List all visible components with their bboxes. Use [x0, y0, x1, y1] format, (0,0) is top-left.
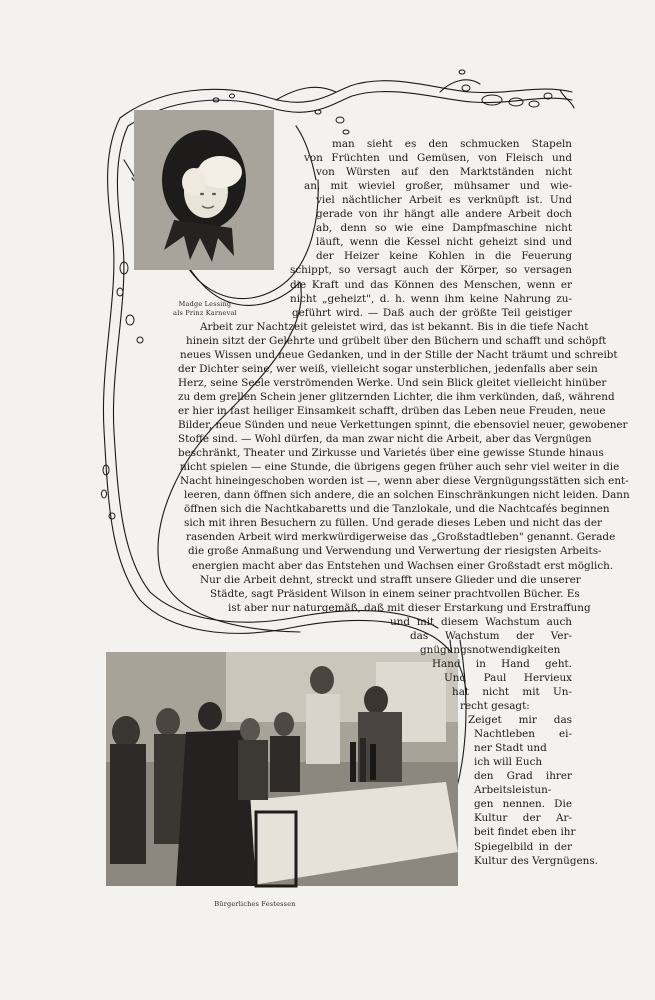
text-line: hat nicht mit Un-: [452, 685, 572, 698]
text-line: die Kraft und das Können des Menschen, wenn er: [290, 278, 572, 291]
text-line: neues Wissen und neue Gedanken, und in der Stille der Nacht träumt und schreibt: [180, 348, 618, 361]
text-line: er hier in fast heiliger Einsamkeit schafft, drüben das Leben neue Freuden, neue: [178, 404, 606, 417]
text-line: viel nächtlicher Arbeit es verknüpft ist. Und: [316, 194, 572, 207]
text-line: leeren, dann öffnen sich andere, die an solchen Einschränkungen nicht leiden. Dann: [184, 489, 630, 502]
text-line: der Dichter seine, wer weiß, vielleicht sogar unsterblichen, jedenfalls aber sein: [178, 362, 598, 375]
text-line: beschränkt, Theater und Zirkusse und Varietés über eine gewisse Stunde hinaus: [178, 447, 604, 460]
text-line: Städte, sagt Präsident Wilson in einem seiner prachtvollen Bücher. Es: [210, 587, 580, 600]
text-line: rasenden Arbeit wird merkwürdigerweise das „Großstadtleben" genannt. Gerade: [186, 531, 616, 544]
text-line: ab, denn so wie eine Dampfmaschine nicht: [316, 222, 572, 235]
text-line: ner Stadt und: [474, 742, 547, 755]
text-line: Arbeitsleistun-: [474, 784, 552, 797]
portrait-image: [134, 110, 274, 270]
text-line: beit findet eben ihr: [474, 826, 576, 839]
text-line: an, mit wieviel großer, mühsamer und wie-: [304, 180, 572, 193]
banquet-image: [106, 652, 458, 886]
text-line: Kultur des Vergnügens.: [474, 854, 598, 867]
text-line: öffnen sich die Nachtkabaretts und die Tanzlokale, und die Nachtcafés beginnen: [184, 503, 610, 516]
portrait-photo: [134, 110, 274, 270]
text-line: zu dem grellen Schein jener glitzernden Lichter, die ihm verkünden, daß, während: [178, 390, 615, 403]
text-line: gnügungsnotwendigkeiten: [420, 643, 561, 656]
text-line: Herz, seine Seele verströmenden Werke. Und sein Blick gleitet vielleicht hinüber: [178, 376, 607, 389]
text-line: Arbeit zur Nachtzeit geleistet wird, das ist bekannt. Bis in die tiefe Nacht: [200, 320, 589, 333]
text-line: sich mit ihren Besuchern zu füllen. Und gerade dieses Leben und nicht das der: [184, 517, 602, 530]
text-line: von Würsten auf den Marktständen nicht: [316, 166, 572, 179]
text-line: läuft, wenn die Kessel nicht geheizt sind und: [316, 236, 572, 249]
text-line: Und Paul Hervieux: [444, 671, 572, 684]
text-line: der Heizer keine Kohlen in die Feuerung: [316, 250, 572, 263]
text-line: nicht spielen — eine Stunde, die übrigens gegen früher auch sehr viel weiter in die: [180, 461, 620, 474]
text-line: Zeiget mir das: [468, 714, 572, 727]
text-line: hinein sitzt der Gelehrte und grübelt über den Büchern und schafft und schöpft: [186, 334, 607, 347]
text-line: Bilder, neue Sünden und neue Verkettungen spinnt, die ebensoviel neuer, gewobener: [178, 419, 628, 431]
text-line: gen nennen. Die: [474, 798, 572, 811]
text-line: Nur die Arbeit dehnt, streckt und strafft unsere Glieder und die unserer: [200, 573, 581, 586]
text-line: recht gesagt:: [460, 700, 530, 712]
text-line: ist aber nur naturgemäß, daß mit dieser Erstarkung und Erstraffung: [228, 601, 591, 614]
text-line: schippt, so versagt auch der Körper, so versagen: [290, 264, 572, 277]
text-line: ich will Euch: [474, 756, 543, 769]
text-line: die große Anmaßung und Verwendung und Verwertung der riesigsten Arbeits-: [188, 545, 602, 558]
text-line: den Grad ihrer: [474, 770, 572, 783]
text-line: das Wachstum der Ver-: [410, 629, 572, 642]
photo-caption: Bürgerliches Festessen: [214, 900, 296, 908]
text-line: Hand in Hand geht.: [432, 657, 572, 670]
text-line: gerade von ihr hängt alle andere Arbeit doch: [316, 208, 572, 221]
portrait-caption: [150, 300, 260, 318]
text-line: Spiegelbild in der: [474, 840, 572, 853]
text-line: von Früchten und Gemüsen, von Fleisch und: [304, 152, 572, 165]
text-line: Kultur der Ar-: [474, 812, 572, 825]
text-line: man sieht es den schmucken Stapeln: [332, 138, 572, 150]
text-line: und mit diesem Wachstum auch: [390, 615, 572, 628]
text-line: Nacht hineingeschoben worden ist —, wenn aber diese Vergnügungsstätten sich ent-: [180, 475, 629, 488]
text-line: geführt wird. — Daß auch der größte Teil geistiger: [292, 306, 572, 319]
portrait-caption-line-2: als Prinz Karneval: [173, 309, 237, 317]
portrait-caption-line-1: Madge Lessing: [178, 300, 232, 308]
text-line: energien macht aber das Entstehen und Wachsen einer Großstadt erst möglich.: [192, 559, 614, 572]
text-line: Stoffe sind. — Wohl dürfen, da man zwar nicht die Arbeit, aber das Vergnügen: [178, 433, 592, 446]
text-line: Nachtleben ei-: [474, 728, 572, 741]
text-line: nicht „geheizt", d. h. wenn ihm keine Nahrung zu-: [290, 292, 572, 305]
banquet-photo: [106, 652, 458, 886]
